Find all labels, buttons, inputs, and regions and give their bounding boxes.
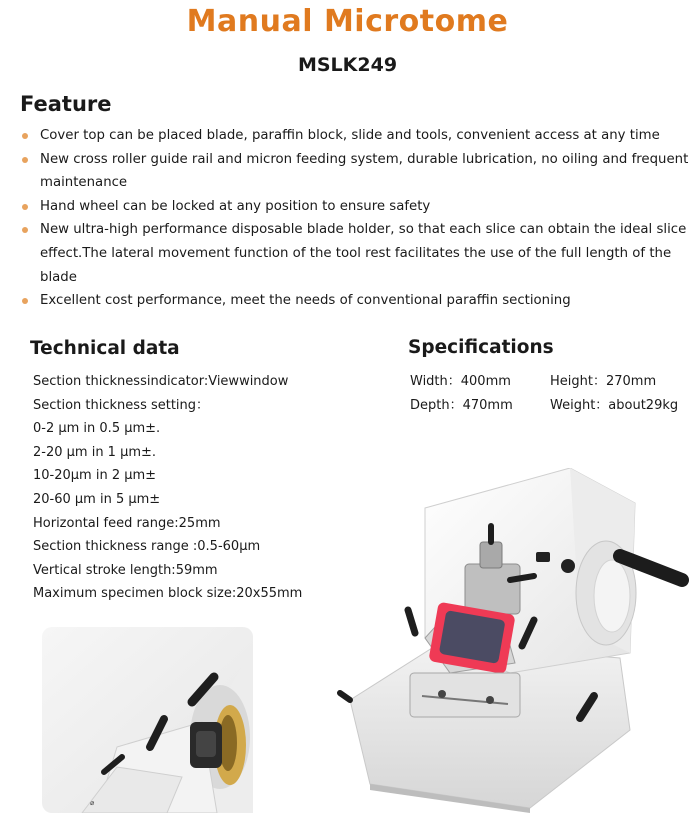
technical-line: 10-20μm in 2 μm± xyxy=(33,468,157,484)
feature-item: New cross roller guide rail and micron feeding system, durable lubrication, no oiling and frequent maintenance xyxy=(20,148,690,195)
spec-height: Height：270mm xyxy=(550,374,657,389)
technical-data-list xyxy=(33,370,302,606)
microtome-closeup-photo xyxy=(42,627,253,813)
model-number: MSLK249 xyxy=(297,54,398,76)
technical-line: 20-60 μm in 5 μm± xyxy=(33,491,161,507)
spec-depth: Depth：470mm xyxy=(410,397,513,413)
technical-line: Section thicknessindicator:Viewwindow xyxy=(33,374,289,389)
feature-list xyxy=(20,124,690,313)
spec-width: Width：400mm xyxy=(410,374,511,389)
technical-line: 0-2 μm in 0.5 μm±. xyxy=(33,421,161,437)
specifications-heading: Specifications xyxy=(408,337,554,358)
feature-heading: Feature xyxy=(20,92,112,116)
bullet-icon xyxy=(22,227,28,233)
spec-row xyxy=(410,370,690,394)
bullet-icon xyxy=(22,298,28,304)
technical-line: Vertical stroke length:59mm xyxy=(33,562,218,578)
feature-item: New ultra-high performance disposable blade holder, so that each slice can obtain the ideal slice effect.The lateral movement function of the tool rest facilitates the use of the full length of the blade xyxy=(20,218,690,289)
microtome-product-photo xyxy=(330,468,692,813)
technical-line: Section thickness range :0.5-60μm xyxy=(33,539,261,555)
spec-weight: Weight：about29kg xyxy=(550,397,679,413)
technical-line: Maximum specimen block size:20x55mm xyxy=(33,586,303,602)
technical-line: Horizontal feed range:25mm xyxy=(33,515,221,531)
technical-line: Section thickness setting： xyxy=(33,397,210,413)
technical-line: 2-20 μm in 1 μm±. xyxy=(33,444,157,460)
spec-row xyxy=(410,394,690,418)
feature-item: Hand wheel can be locked at any position to ensure safety xyxy=(20,195,690,219)
feature-item: Cover top can be placed blade, paraffin block, slide and tools, convenient access at any time xyxy=(20,124,690,148)
page-title: Manual Microtome xyxy=(186,4,509,39)
specifications-table xyxy=(410,370,690,417)
technical-data-heading: Technical data xyxy=(30,338,180,359)
bullet-icon xyxy=(22,157,28,163)
feature-item: Excellent cost performance, meet the needs of conventional paraffin sectioning xyxy=(20,289,690,313)
bullet-icon xyxy=(22,133,28,139)
svg-text:⌀: ⌀ xyxy=(90,799,95,807)
bullet-icon xyxy=(22,204,28,210)
